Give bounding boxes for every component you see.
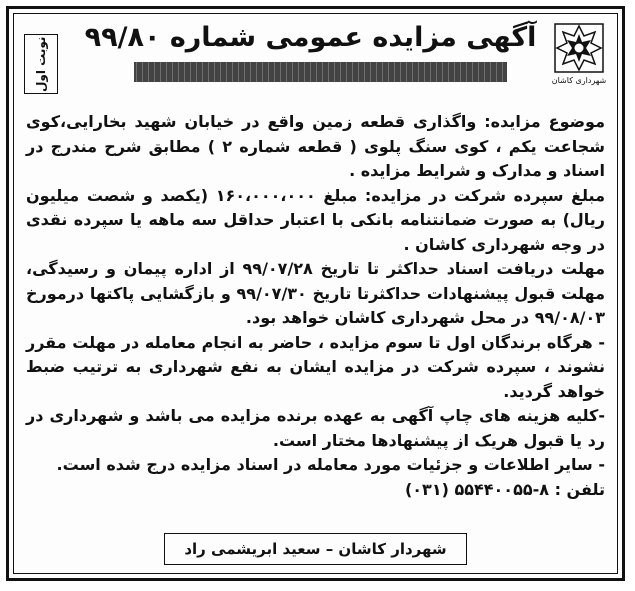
first-publication-badge: نوبت اول [24, 34, 58, 94]
notice-frame [6, 6, 625, 581]
notice-header [14, 14, 617, 100]
mayor-signature: شهردار کاشان – سعید ابریشمی راد [164, 533, 467, 565]
other-info: - سایر اطلاعات و جزئیات مورد معامله در اسناد مزایده درج شده است. [56, 455, 605, 474]
notice-body [26, 110, 605, 502]
costs-clause: -کلیه هزینه های چاپ آگهی به عهده برنده مزایده می باشد و شهرداری در رد یا قبول هریک از پیشنهادها مختار است. [26, 406, 605, 450]
municipality-logo [549, 22, 609, 94]
deposit-amount: مبلغ سپرده شرکت در مزایده: مبلغ ۱۶۰،۰۰۰،۰۰۰ (یکصد و شصت میلیون ریال) به صورت ضمانتنامه بانکی با اعتبار حداقل سه ماهه یا سپرده نقدی در وجه شهرداری کاشان . [26, 185, 605, 254]
notice-title: آگهی مزایده عمومی شماره ۹۹/۸۰ [84, 22, 537, 53]
winners-clause: - هرگاه برندگان اول تا سوم مزایده ، حاضر به انجام معامله در مهلت مقرر نشوند ، سپرده شرکت در مزایده ایشان به نفع شهرداری به ترتیب ضبط خواهد گردید. [26, 332, 605, 401]
title-underline-decoration [134, 62, 507, 82]
logo-caption: شهرداری کاشان [551, 76, 607, 85]
notice-inner-border [13, 13, 618, 574]
kashan-emblem-icon [553, 22, 605, 74]
phone-number: تلفن : ۸-۵۵۴۴۰۰۵۵ (۰۳۱) [404, 479, 605, 499]
auction-subject: موضوع مزایده: واگذاری قطعه زمین واقع در خیابان شهید بخارایی،کوی شجاعت یکم ، کوی سنگ پلوی ( قطعه شماره ۲ ) مطابق شرح مندرج در اسناد و مدارک و شرایط مزایده . [26, 112, 605, 180]
deadlines: مهلت دریافت اسناد حداکثر تا تاریخ ۹۹/۰۷/۲۸ از اداره پیمان و رسیدگی، مهلت قبول پیشنهادات حداکثرتا تاریخ ۹۹/۰۷/۳۰ و بازگشایی پاکتها درمورخ ۹۹/۰۸/۰۳ در محل شهرداری کاشان خواهد بود. [26, 259, 606, 327]
